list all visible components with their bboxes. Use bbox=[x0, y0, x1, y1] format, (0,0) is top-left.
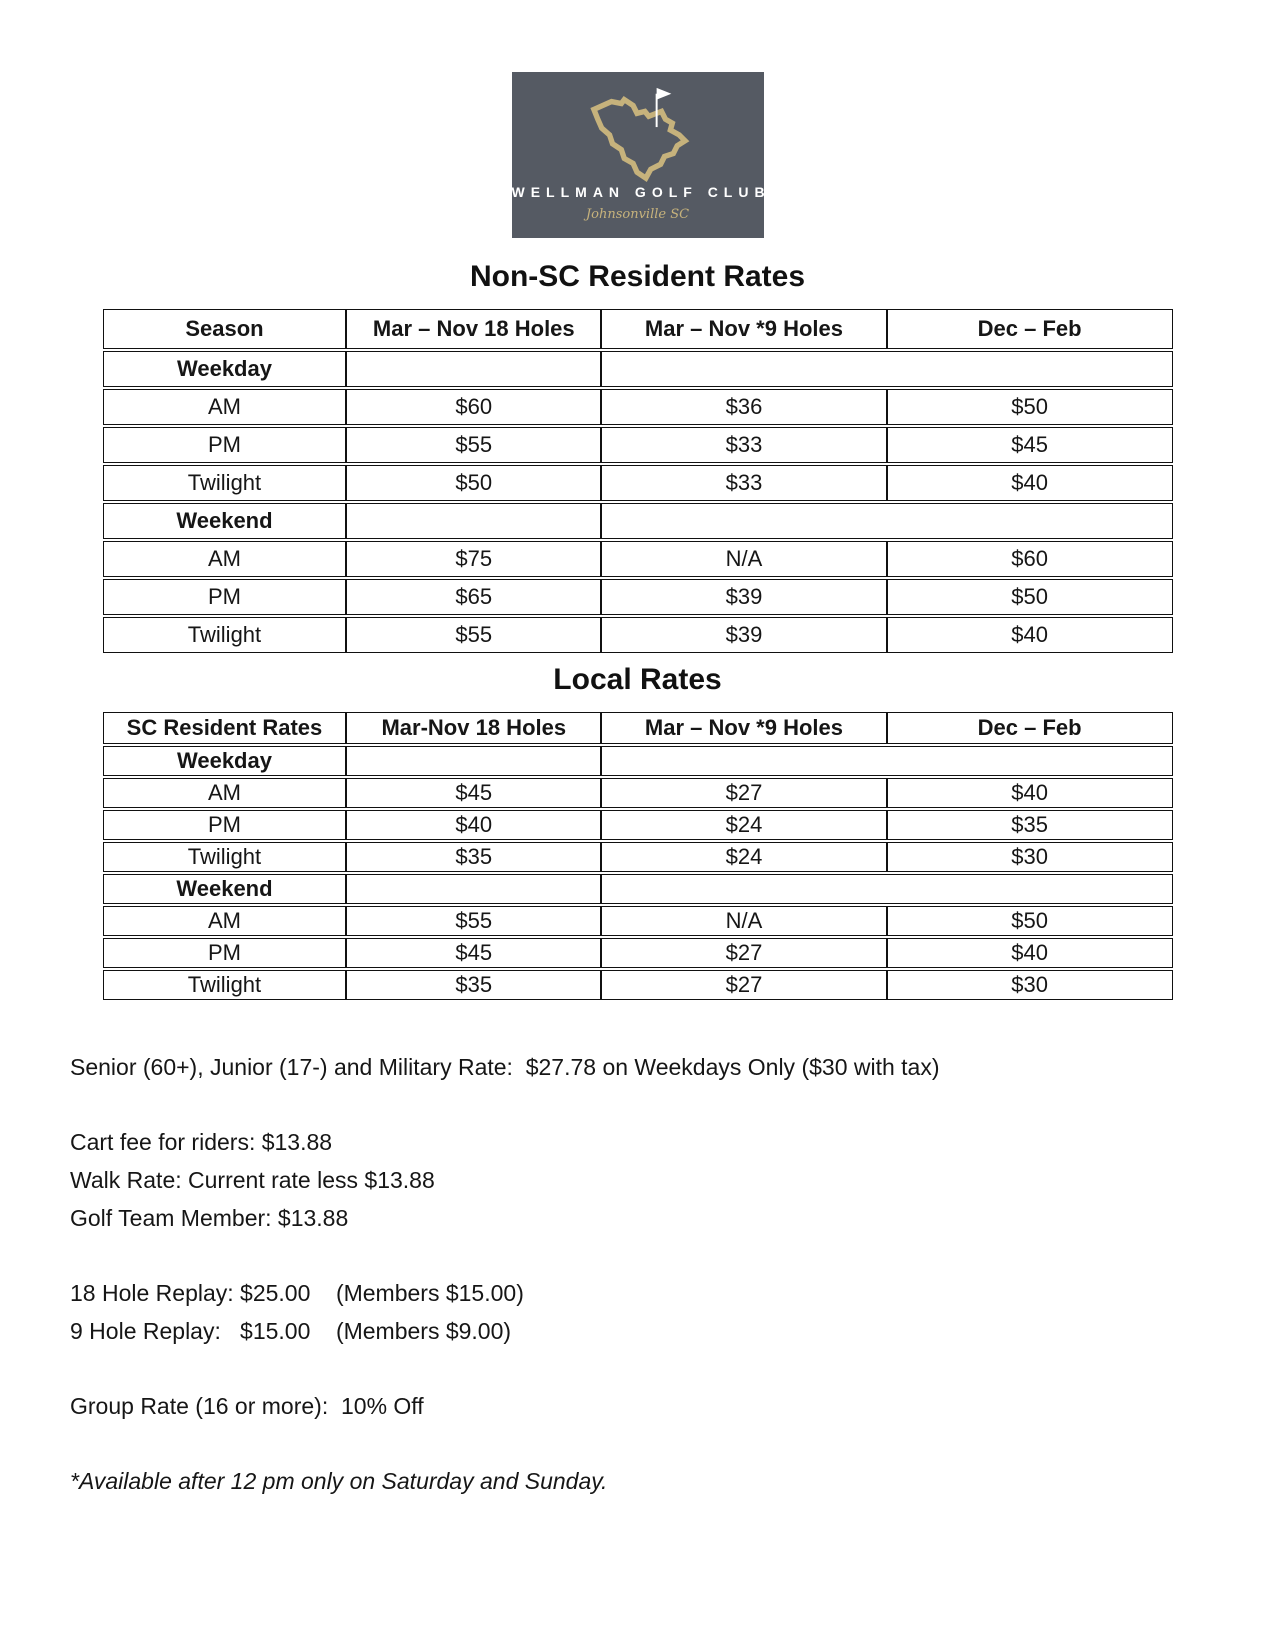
rate-cell: $27 bbox=[601, 970, 887, 1000]
time-cell: Twilight bbox=[103, 617, 347, 653]
local-rates-table bbox=[103, 710, 1173, 1002]
time-cell: Twilight bbox=[103, 842, 347, 872]
rate-row bbox=[103, 842, 1173, 872]
rate-row bbox=[103, 938, 1173, 968]
rate-cell: $40 bbox=[887, 938, 1173, 968]
col-header-decfeb: Dec – Feb bbox=[887, 309, 1173, 349]
rate-cell: $50 bbox=[887, 389, 1173, 425]
rate-row bbox=[103, 541, 1173, 577]
rate-cell: $40 bbox=[346, 810, 601, 840]
club-location: Johnsonville SC bbox=[585, 207, 690, 222]
rate-row bbox=[103, 810, 1173, 840]
header-row bbox=[103, 309, 1173, 349]
local-rates-title: Local Rates bbox=[553, 663, 722, 696]
group-rate-note: Group Rate (16 or more): 10% Off bbox=[70, 1393, 424, 1419]
cart-fee-note: Cart fee for riders: $13.88 bbox=[70, 1129, 333, 1155]
header-row bbox=[103, 712, 1173, 744]
rate-cell: $30 bbox=[887, 970, 1173, 1000]
rate-cell: $35 bbox=[887, 810, 1173, 840]
empty-cell-merged bbox=[601, 351, 1172, 387]
rate-cell: $39 bbox=[601, 579, 887, 615]
rate-row bbox=[103, 906, 1173, 936]
club-name: WELLMAN GOLF CLUB bbox=[511, 184, 771, 200]
col-header-season: Season bbox=[103, 309, 347, 349]
rate-cell: $50 bbox=[887, 906, 1173, 936]
section-label-cell: Weekend bbox=[103, 874, 347, 904]
replay-18-note: 18 Hole Replay: $25.00 (Members $15.00) bbox=[70, 1280, 524, 1306]
time-cell: PM bbox=[103, 579, 347, 615]
rate-cell: $40 bbox=[887, 778, 1173, 808]
time-cell: AM bbox=[103, 389, 347, 425]
empty-cell-merged bbox=[601, 874, 1172, 904]
empty-cell-merged bbox=[601, 503, 1172, 539]
section-row-weekend bbox=[103, 874, 1173, 904]
rate-cell: $35 bbox=[346, 970, 601, 1000]
col-header-sc-resident: SC Resident Rates bbox=[103, 712, 347, 744]
rate-cell: $40 bbox=[887, 465, 1173, 501]
replay-9-note: 9 Hole Replay: $15.00 (Members $9.00) bbox=[70, 1318, 512, 1344]
section-label-cell: Weekend bbox=[103, 503, 347, 539]
rate-row bbox=[103, 389, 1173, 425]
golf-team-member-note: Golf Team Member: $13.88 bbox=[70, 1205, 349, 1231]
non-sc-rates-table bbox=[103, 307, 1173, 655]
rate-cell: $24 bbox=[601, 810, 887, 840]
section-row-weekday bbox=[103, 746, 1173, 776]
section-label-cell: Weekday bbox=[103, 746, 347, 776]
notes-section bbox=[70, 1048, 1205, 1500]
empty-cell bbox=[346, 503, 601, 539]
time-cell: PM bbox=[103, 427, 347, 463]
rate-row bbox=[103, 617, 1173, 653]
section-row-weekday bbox=[103, 351, 1173, 387]
section-row-weekend bbox=[103, 503, 1173, 539]
empty-cell bbox=[346, 746, 601, 776]
rate-cell: $30 bbox=[887, 842, 1173, 872]
rate-row bbox=[103, 778, 1173, 808]
time-cell: PM bbox=[103, 938, 347, 968]
rate-cell: $55 bbox=[346, 906, 601, 936]
rate-cell: N/A bbox=[601, 541, 887, 577]
rate-cell: $75 bbox=[346, 541, 601, 577]
time-cell: AM bbox=[103, 541, 347, 577]
rate-cell: $50 bbox=[346, 465, 601, 501]
rate-cell: $35 bbox=[346, 842, 601, 872]
rate-cell: $27 bbox=[601, 778, 887, 808]
col-header-marnov18: Mar-Nov 18 Holes bbox=[346, 712, 601, 744]
rate-cell: $60 bbox=[887, 541, 1173, 577]
section-label-cell: Weekday bbox=[103, 351, 347, 387]
non-sc-rates-title: Non-SC Resident Rates bbox=[469, 260, 806, 293]
time-cell: AM bbox=[103, 906, 347, 936]
rate-cell: N/A bbox=[601, 906, 887, 936]
rate-cell: $36 bbox=[601, 389, 887, 425]
rate-cell: $27 bbox=[601, 938, 887, 968]
club-logo bbox=[511, 72, 771, 238]
rate-cell: $33 bbox=[601, 465, 887, 501]
col-header-marnov18: Mar – Nov 18 Holes bbox=[346, 309, 601, 349]
rate-cell: $55 bbox=[346, 427, 601, 463]
rate-cell: $24 bbox=[601, 842, 887, 872]
col-header-marnov9: Mar – Nov *9 Holes bbox=[601, 309, 887, 349]
time-cell: Twilight bbox=[103, 970, 347, 1000]
senior-junior-military-rate-note: Senior (60+), Junior (17-) and Military Rate: $27.78 on Weekdays Only ($30 with tax) bbox=[70, 1054, 940, 1080]
time-cell: AM bbox=[103, 778, 347, 808]
col-header-decfeb: Dec – Feb bbox=[887, 712, 1173, 744]
rate-row bbox=[103, 465, 1173, 501]
rate-row bbox=[103, 579, 1173, 615]
empty-cell-merged bbox=[601, 746, 1172, 776]
rate-cell: $45 bbox=[346, 778, 601, 808]
time-cell: Twilight bbox=[103, 465, 347, 501]
rate-cell: $33 bbox=[601, 427, 887, 463]
rate-row bbox=[103, 427, 1173, 463]
empty-cell bbox=[346, 351, 601, 387]
rate-cell: $50 bbox=[887, 579, 1173, 615]
rate-cell: $39 bbox=[601, 617, 887, 653]
col-header-marnov9: Mar – Nov *9 Holes bbox=[601, 712, 887, 744]
rate-cell: $45 bbox=[887, 427, 1173, 463]
nine-hole-availability-footnote: *Available after 12 pm only on Saturday and Sunday. bbox=[70, 1468, 608, 1494]
time-cell: PM bbox=[103, 810, 347, 840]
south-carolina-outline-icon bbox=[574, 80, 702, 182]
rate-cell: $55 bbox=[346, 617, 601, 653]
state-outline-path bbox=[593, 100, 684, 178]
rate-cell: $65 bbox=[346, 579, 601, 615]
empty-cell bbox=[346, 874, 601, 904]
walk-rate-note: Walk Rate: Current rate less $13.88 bbox=[70, 1167, 435, 1193]
rate-row bbox=[103, 970, 1173, 1000]
rate-cell: $40 bbox=[887, 617, 1173, 653]
rate-cell: $45 bbox=[346, 938, 601, 968]
rate-cell: $60 bbox=[346, 389, 601, 425]
